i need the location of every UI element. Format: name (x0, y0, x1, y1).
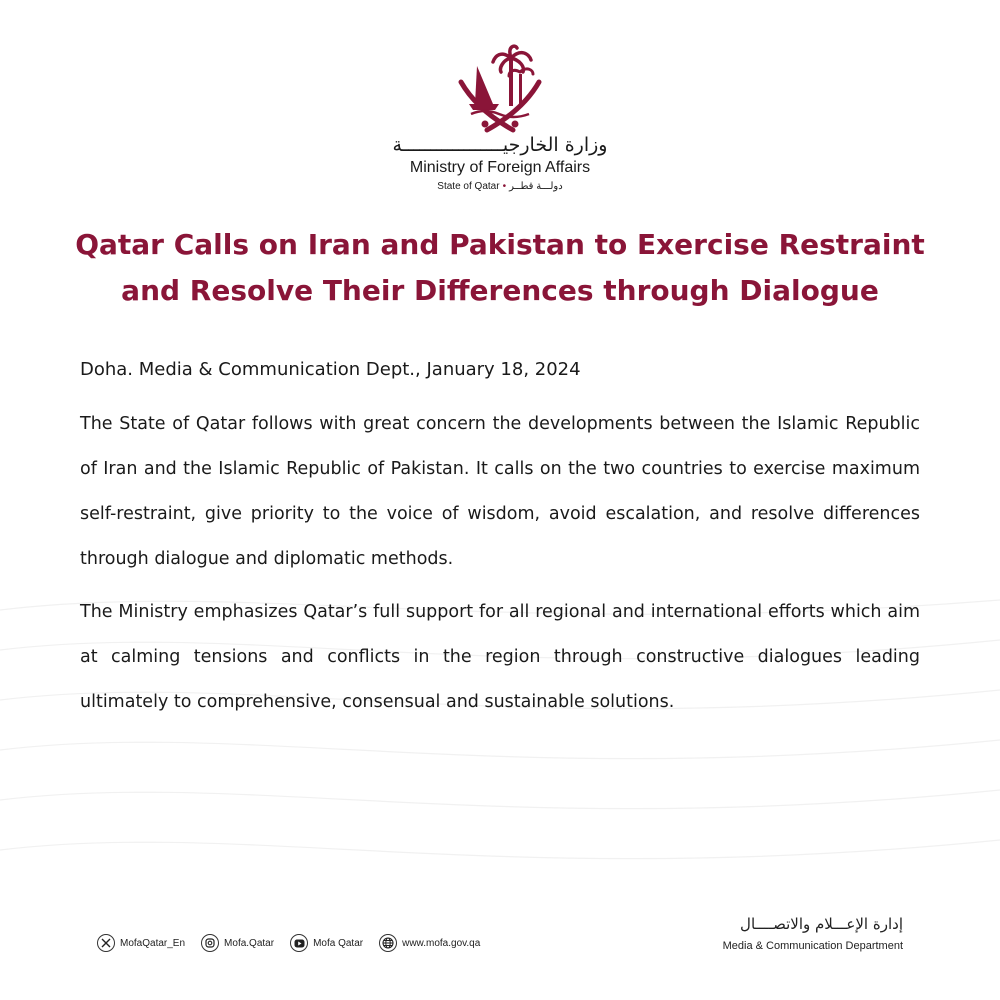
body-paragraph-1: The State of Qatar follows with great concern the developments between the Islamic Republic of Iran and the Islamic Republic of Pakistan. It calls on the two countries to exercise maximum self-restraint, give priority to the voice of wisdom, avoid escalation, and resolve differences through dialogue and diplomatic methods. (80, 414, 920, 569)
state-of-qatar-line (0, 180, 1000, 194)
social-link-youtube[interactable] (290, 934, 363, 952)
social-links (97, 932, 496, 954)
body-paragraph-2: The Ministry emphasizes Qatar’s full support for all regional and international efforts which aim at calming tensions and conflicts in the region through constructive dialogues leading ultimately to comprehensive, consensual and sustainable solutions. (80, 602, 920, 712)
dateline: Doha. Media & Communication Dept., January 18, 2024 (80, 359, 581, 380)
social-link-website[interactable] (379, 934, 480, 952)
instagram-icon (201, 934, 219, 952)
social-link-x[interactable] (97, 934, 185, 952)
social-label: www.mofa.gov.qa (402, 937, 481, 949)
x-icon (97, 934, 115, 952)
social-link-instagram[interactable] (201, 934, 274, 952)
globe-icon (379, 934, 397, 952)
social-label: Mofa Qatar (313, 937, 364, 949)
ministry-name-english: Ministry of Foreign Affairs (409, 159, 591, 176)
state-name-arabic: دولـــة قطــر (509, 181, 563, 192)
state-name-english: State of Qatar (437, 181, 500, 192)
social-label: Mofa.Qatar (224, 937, 275, 949)
qatar-emblem-icon (455, 42, 545, 134)
ministry-name-arabic: وزارة الخارجيــــــــــــــــــة (392, 134, 608, 156)
separator-dot: • (502, 181, 507, 192)
department-name-arabic: إدارة الإعـــلام والاتصــــال (740, 915, 903, 933)
page-title: Qatar Calls on Iran and Pakistan to Exercise Restraint and Resolve Their Differences through Dialogue (75, 228, 925, 307)
youtube-icon (290, 934, 308, 952)
social-label: MofaQatar_En (120, 937, 186, 949)
department-name-english: Media & Communication Department (722, 940, 903, 952)
